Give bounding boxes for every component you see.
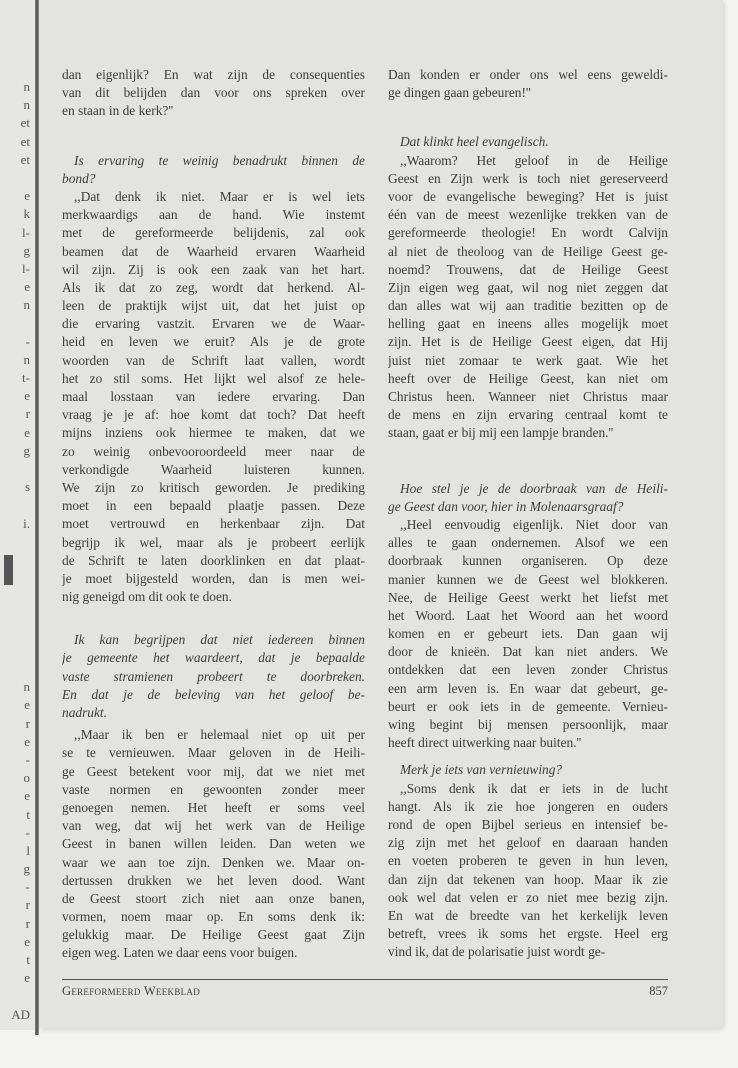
- interview-answer: [62, 66, 365, 121]
- fragment-line: -: [25, 879, 30, 895]
- text-line: vaste stramienen probeert te doorbreken.: [62, 668, 365, 684]
- fragment-line: -: [25, 333, 30, 349]
- fragment-line: t: [26, 952, 30, 967]
- fragment-line: n: [23, 679, 30, 695]
- text-line: merkwaardigs aan de hand. Wie instemt: [62, 207, 365, 223]
- text-line: zig zijn met het geloof en daaraan handen: [388, 835, 668, 851]
- text-line: ontdekken dat een leven zonder Christus: [388, 662, 668, 678]
- text-line: rond de open Bijbel serieus en intensief be-: [388, 816, 668, 832]
- previous-page-black-mark: [4, 555, 13, 585]
- fragment-line: n: [23, 79, 30, 94]
- fragment-line: [2, 605, 30, 623]
- footer-divider: [62, 979, 668, 980]
- fragment-line: e: [24, 933, 30, 949]
- text-line: Merk je iets van vernieuwing?: [400, 762, 563, 778]
- text-line: die ervaring vastzit. Ervaren we de Waar-: [62, 316, 365, 332]
- text-line: se te vernieuwen. Maar geloven in de Heili-: [62, 745, 365, 761]
- text-line: van weg, dat wij het werk van de Heilige: [62, 818, 365, 834]
- right-column: [388, 66, 668, 961]
- text-line: door de knieën. Dat kan niet anders. We: [388, 644, 668, 660]
- fragment-line: t: [26, 806, 30, 822]
- text-line: de Geest stoort zich niet aan onze banen,: [62, 890, 365, 906]
- fragment-line: et: [20, 115, 30, 131]
- text-line: helling gaat en ineens alles mogelijk moet: [388, 316, 668, 332]
- text-line: gelukkig maar. De Heilige Geest gaat Zijn: [62, 927, 365, 943]
- text-line: Dat klinkt heel evangelisch.: [400, 134, 549, 150]
- text-line: begrijp ik wel, maar als je probeert eerlijk: [62, 534, 365, 550]
- text-line: heid en leven we eruit? Als je de grote: [62, 334, 365, 350]
- fragment-line: k: [23, 206, 30, 222]
- text-line: moet vertrouwd en herkenbaar zijn. Dat: [62, 516, 365, 532]
- text-line: Nee, de Heilige Geest werkt het liefst met: [388, 589, 668, 605]
- fragment-line: t-: [22, 370, 30, 385]
- text-line: ook wel dat velen er zo niet mee bezig zijn.: [388, 889, 668, 905]
- fragment-line: [2, 987, 30, 1005]
- text-line: dan alles wat wij aan traditie bezitten op de: [388, 298, 668, 314]
- fragment-line: g: [23, 861, 30, 877]
- fragment-line: e: [24, 188, 30, 204]
- text-line: ,,Dat denk ik niet. Maar er is wel iets: [74, 188, 365, 204]
- interview-answer: [388, 66, 668, 102]
- text-line: heeft direct uitwerking naar buiten.'': [388, 735, 582, 751]
- fragment-line: e: [24, 697, 30, 713]
- interview-answer: [388, 780, 668, 962]
- text-line: verkondigde Waarheid luisteren kunnen.: [62, 461, 365, 477]
- text-line: heeft over de Heilige Geest, kan niet om: [388, 370, 668, 386]
- interview-question: [388, 133, 668, 151]
- text-line: Dan konden er onder ons wel eens geweldi-: [388, 67, 668, 82]
- fragment-line: i.: [23, 515, 30, 531]
- fragment-line: r: [25, 406, 30, 422]
- text-line: de mens en zijn ervaring centraal komt te: [388, 407, 668, 423]
- text-line: En dat je de beleving van het geloof be-: [62, 686, 365, 702]
- text-line: Hoe stel je je de doorbraak van de Heili-: [400, 480, 668, 496]
- text-line: vormen, noem maar op. En soms denk ik:: [62, 909, 365, 925]
- fragment-line: g: [23, 242, 30, 258]
- fragment-line: l: [26, 842, 30, 858]
- text-line: al niet de theoloog van de Heilige Geest ge-: [388, 243, 668, 259]
- text-line: en staan in de kerk?'': [62, 103, 174, 119]
- text-line: de Schrift te laten doorklinken en dat plaat-: [62, 552, 365, 568]
- text-line: Als ik dat zo zeg, wordt dat herkend. Al-: [62, 279, 365, 295]
- text-line: van dit belijden dan voor ons spreken over: [62, 85, 365, 101]
- left-column: [62, 66, 365, 963]
- text-line: komen en er gebeurt iets. Dan gaan wij: [388, 626, 668, 642]
- fragment-line: [2, 642, 30, 660]
- text-line: alles te gaan ondernemen. Alsof we een: [388, 535, 668, 551]
- fragment-line: et: [20, 151, 30, 167]
- text-line: Ik kan begrijpen dat niet iedereen binnen: [74, 632, 365, 648]
- text-line: maal losstaan van iedere ervaring. Dan: [62, 389, 365, 404]
- fragment-line: e: [24, 733, 30, 749]
- text-line: betreft, vrees ik soms het ergste. Heel erg: [388, 926, 668, 942]
- text-line: woorden van de Schrift laat vallen, wordt: [62, 352, 365, 368]
- interview-question: [388, 761, 668, 779]
- text-line: En wat de breedte van het kerkelijk leven: [388, 907, 668, 923]
- text-line: noemd? Trouwens, dat de Heilige Geest: [388, 261, 668, 277]
- fragment-line: AD: [11, 1006, 30, 1022]
- text-line: nadrukt.: [62, 705, 108, 720]
- text-line: een arm leven is. En waar dat gebeurt, ge-: [388, 680, 668, 696]
- fragment-line: [2, 624, 30, 642]
- text-line: ,,Waarom? Het geloof in de Heilige: [400, 152, 668, 168]
- text-line: dertussen drukken we het leven dood. Want: [62, 872, 365, 888]
- text-line: voor de evangelische beweging? Het is juist: [388, 188, 668, 204]
- fragment-line: g: [23, 442, 30, 458]
- text-line: waar we aan toe zijn. Denken we. Maar on-: [62, 854, 365, 870]
- page-number: 857: [649, 984, 668, 998]
- text-line: ge Geest betekent voor mij, dat we niet met: [62, 763, 365, 779]
- interview-answer: [388, 516, 668, 752]
- text-line: juist niet zomaar te werk gaat. Wie het: [388, 352, 668, 368]
- interview-answer: [388, 152, 668, 443]
- text-line: vaste normen en gewoonten zonder meer: [62, 781, 365, 797]
- text-line: dan zijn dat tekenen van hoop. Maar ik zie: [388, 871, 668, 887]
- text-line: Christus heen. Wanneer niet Christus maar: [388, 389, 668, 404]
- text-line: Is ervaring te weinig benadrukt binnen de: [74, 152, 365, 168]
- fragment-line: -: [25, 751, 30, 767]
- text-line: beamen dat de Waarheid ervaren Waarheid: [62, 243, 365, 259]
- text-line: ge dingen gaan gebeuren!'': [388, 85, 531, 101]
- fragment-line: e: [24, 388, 30, 404]
- fragment-line: e: [24, 970, 30, 986]
- text-line: We zijn zo kritisch geworden. Je prediking: [62, 479, 365, 495]
- text-line: vind ik, dat de polarisatie juist wordt ge-: [388, 944, 606, 960]
- text-line: doorbraak kunnen organiseren. Op deze: [388, 553, 668, 569]
- text-line: Geest in banen willen leiden. Dan weten we: [62, 836, 365, 852]
- text-line: één van de meest wezenlijke trekken van de: [388, 207, 668, 223]
- fragment-line: r: [25, 715, 30, 731]
- fragment-line: -: [25, 824, 30, 840]
- fragment-line: [2, 314, 30, 332]
- fragment-line: [2, 460, 30, 478]
- text-line: Zijn eigen weg gaat, wil nog niet zeggen dat: [388, 279, 668, 295]
- text-line: je gemeente het waardeert, dat je bepaalde: [62, 650, 365, 666]
- text-line: het zo stil soms. Het lijkt wel alsof ze hele-: [62, 370, 365, 386]
- fragment-line: [2, 587, 30, 605]
- interview-question: [62, 152, 365, 188]
- text-line: ,,Soms denk ik dat er iets in de lucht: [400, 780, 668, 796]
- text-line: wil zijn. Zij is ook een zaak van het hart.: [62, 261, 365, 277]
- text-line: eigen weg. Laten we daar eens voor buigen.: [62, 945, 298, 961]
- text-line: ge Geest dan voor, hier in Molenaarsgraaf?: [388, 498, 624, 514]
- publication-title: Gereformeerd Weekblad: [62, 984, 201, 998]
- interview-question: [388, 480, 668, 516]
- text-line: bond?: [62, 170, 96, 186]
- text-line: gereformeerde theologie! En wordt Calvijn: [388, 225, 668, 241]
- fragment-line: l-: [22, 224, 30, 240]
- fragment-line: e: [24, 788, 30, 804]
- text-line: je moet bijgesteld worden, dan is men wei-: [62, 570, 365, 586]
- fragment-line: r: [25, 897, 30, 913]
- text-line: staan, gaat er bij mij een lampje branden.'': [388, 425, 614, 441]
- fragment-line: e: [24, 279, 30, 295]
- text-line: mijns inziens ook hiermee te maken, dat we: [62, 425, 365, 441]
- text-line: zijn. Het is de Heilige Geest eigen, dat Hij: [388, 334, 668, 350]
- fragment-line: l-: [22, 260, 30, 276]
- text-line: genoegen nemen. Het heeft er soms veel: [62, 799, 365, 815]
- text-line: leen de praktijk wijst uit, dat het juist op: [62, 298, 365, 314]
- fragment-line: s: [24, 479, 30, 495]
- text-line: manier kunnen we de Geest wel blokkeren.: [388, 571, 668, 587]
- text-line: ,,Maar ik ben er helemaal niet op uit per: [74, 727, 365, 743]
- text-line: en voeten proberen te geven in hun leven,: [388, 853, 668, 869]
- magazine-page: [39, 0, 723, 1028]
- fragment-line: [2, 496, 30, 514]
- interview-answer: [62, 188, 365, 606]
- text-line: ,,Heel eenvoudig eigenlijk. Niet door van: [400, 516, 668, 532]
- text-line: moet in een bepaald plaatje passen. Deze: [62, 498, 365, 514]
- text-line: wing begint bij mensen persoonlijk, maar: [388, 717, 668, 732]
- interview-question: [62, 631, 365, 722]
- text-line: vraag je je af: hoe komt dat toch? Dat heeft: [62, 407, 365, 423]
- fragment-line: o: [23, 770, 30, 786]
- fragment-line: n: [23, 297, 30, 313]
- fragment-line: [2, 169, 30, 187]
- fragment-line: e: [24, 424, 30, 440]
- text-line: zo weinig onbevooroordeeld meer naar de: [62, 443, 365, 459]
- fragment-line: [2, 660, 30, 678]
- previous-page-fragments: [2, 78, 30, 1024]
- text-line: beurt er ook iets in de gemeente. Vernieu-: [388, 698, 668, 714]
- fragment-line: et: [20, 133, 30, 149]
- text-line: hangt. Als ik zie hoe jongeren en ouders: [388, 798, 668, 814]
- text-line: Geest en Zijn werk is toch niet gereserveerd: [388, 170, 668, 186]
- fragment-line: n: [23, 351, 30, 367]
- text-line: nig geneigd om dit ook te doen.: [62, 589, 232, 605]
- fragment-line: [2, 533, 30, 551]
- previous-page-edge: [0, 0, 36, 1030]
- text-line: dan eigenlijk? En wat zijn de consequenties: [62, 67, 365, 82]
- fragment-line: r: [25, 915, 30, 931]
- text-line: het Woord. Laat het Woord aan het woord: [388, 607, 668, 623]
- fragment-line: n: [23, 97, 30, 113]
- interview-answer: [62, 726, 365, 962]
- text-line: met de gereformeerde belijdenis, zal ook: [62, 225, 365, 241]
